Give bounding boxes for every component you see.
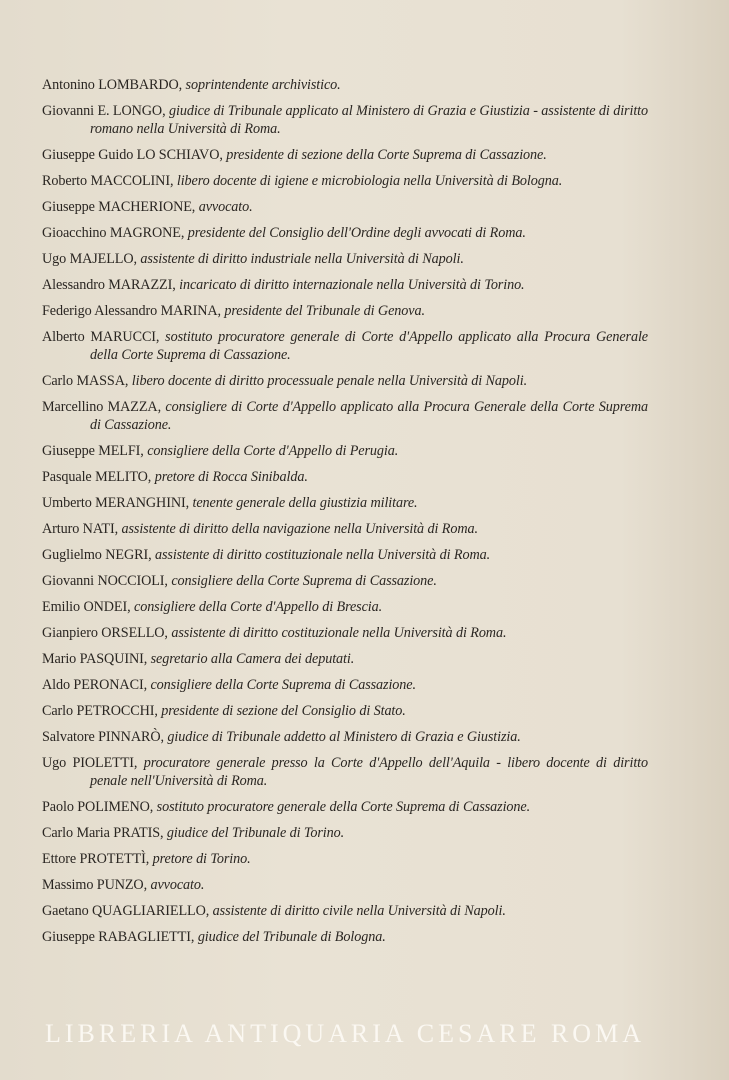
person-name: Ugo MAJELLO, bbox=[42, 251, 137, 267]
list-item bbox=[42, 876, 648, 894]
person-name: Carlo MASSA, bbox=[42, 373, 129, 389]
person-name: Giovanni E. LONGO, bbox=[42, 103, 166, 119]
list-item bbox=[42, 572, 648, 590]
person-role: consigliere della Corte Suprema di Cassazione. bbox=[150, 677, 416, 693]
person-role: sostituto procuratore generale della Corte Suprema di Cassazione. bbox=[156, 799, 531, 815]
person-role: avvocato. bbox=[150, 877, 205, 893]
list-item bbox=[42, 276, 648, 294]
person-name: Paolo POLIMENO, bbox=[42, 799, 154, 815]
person-name: Giuseppe MACHERIONE, bbox=[42, 199, 196, 215]
person-role: soprintendente archivistico. bbox=[185, 77, 341, 93]
person-name: Giuseppe Guido LO SCHIAVO, bbox=[42, 147, 223, 163]
list-item bbox=[42, 728, 648, 746]
person-role: consigliere della Corte d'Appello di Brescia. bbox=[134, 599, 383, 615]
person-role: segretario alla Camera dei deputati. bbox=[150, 651, 355, 667]
list-item bbox=[42, 850, 648, 868]
list-item bbox=[42, 302, 648, 320]
person-role: procuratore generale presso la Corte d'Appello dell'Aquila - libero docente di diritto penale nell'Università di Roma. bbox=[90, 755, 648, 789]
person-name: Roberto MACCOLINI, bbox=[42, 173, 174, 189]
person-name: Antonino LOMBARDO, bbox=[42, 77, 183, 93]
person-role: giudice del Tribunale di Bologna. bbox=[197, 929, 386, 945]
person-role: assistente di diritto costituzionale nella Università di Roma. bbox=[171, 625, 507, 641]
person-name: Gaetano QUAGLIARIELLO, bbox=[42, 903, 210, 919]
person-name: Massimo PUNZO, bbox=[42, 877, 148, 893]
person-role: tenente generale della giustizia militare. bbox=[192, 495, 418, 511]
person-name: Gioacchino MAGRONE, bbox=[42, 225, 185, 241]
person-name: Aldo PERONACI, bbox=[42, 677, 148, 693]
person-role: assistente di diritto industriale nella Università di Napoli. bbox=[140, 251, 464, 267]
person-name: Giuseppe RABAGLIETTI, bbox=[42, 929, 195, 945]
watermark: LIBRERIA ANTIQUARIA CESARE ROMA bbox=[45, 1019, 645, 1048]
person-role: assistente di diritto civile nella Università di Napoli. bbox=[212, 903, 506, 919]
list-item bbox=[42, 198, 648, 216]
list-item bbox=[42, 902, 648, 920]
person-role: pretore di Torino. bbox=[152, 851, 251, 867]
person-role: giudice del Tribunale di Torino. bbox=[166, 825, 345, 841]
list-item bbox=[42, 224, 648, 242]
list-item bbox=[42, 146, 648, 164]
person-role: avvocato. bbox=[198, 199, 253, 215]
person-name: Guglielmo NEGRI, bbox=[42, 547, 152, 563]
person-name: Marcellino MAZZA, bbox=[42, 399, 162, 415]
person-role: consigliere di Corte d'Appello applicato alla Procura Generale della Corte Suprema di Cassazione. bbox=[90, 399, 648, 433]
person-role: presidente di sezione della Corte Suprema di Cassazione. bbox=[226, 147, 547, 163]
list-item bbox=[42, 468, 648, 486]
person-role: pretore di Rocca Sinibalda. bbox=[154, 469, 308, 485]
person-name: Carlo Maria PRATIS, bbox=[42, 825, 164, 841]
list-item bbox=[42, 172, 648, 190]
person-role: giudice di Tribunale applicato al Ministero di Grazia e Giustizia - assistente di diritto romano nella Università di Roma. bbox=[90, 103, 648, 137]
person-name: Ugo PIOLETTI, bbox=[42, 755, 138, 771]
list-item bbox=[42, 546, 648, 564]
person-name: Giuseppe MELFI, bbox=[42, 443, 144, 459]
list-item bbox=[42, 676, 648, 694]
list-item bbox=[42, 520, 648, 538]
list-item bbox=[42, 494, 648, 512]
person-name: Emilio ONDEI, bbox=[42, 599, 131, 615]
person-role: assistente di diritto della navigazione nella Università di Roma. bbox=[121, 521, 478, 537]
person-role: assistente di diritto costituzionale nella Università di Roma. bbox=[154, 547, 491, 563]
person-name: Salvatore PINNARÒ, bbox=[42, 729, 164, 745]
person-name: Carlo PETROCCHI, bbox=[42, 703, 158, 719]
person-role: presidente di sezione del Consiglio di Stato. bbox=[161, 703, 406, 719]
list-item bbox=[42, 702, 648, 720]
list-item bbox=[42, 624, 648, 642]
member-list bbox=[42, 76, 648, 954]
list-item bbox=[42, 102, 648, 138]
list-item bbox=[42, 442, 648, 460]
list-item bbox=[42, 824, 648, 842]
person-name: Arturo NATI, bbox=[42, 521, 119, 537]
list-item bbox=[42, 398, 648, 434]
list-item bbox=[42, 798, 648, 816]
person-role: sostituto procuratore generale di Corte d'Appello applicato alla Procura Generale della Corte Suprema di Cassazione. bbox=[90, 329, 648, 363]
person-name: Alberto MARUCCI, bbox=[42, 329, 160, 345]
list-item bbox=[42, 250, 648, 268]
list-item bbox=[42, 650, 648, 668]
person-role: consigliere della Corte d'Appello di Perugia. bbox=[147, 443, 399, 459]
list-item bbox=[42, 76, 648, 94]
list-item bbox=[42, 372, 648, 390]
person-role: incaricato di diritto internazionale nella Università di Torino. bbox=[179, 277, 525, 293]
list-item bbox=[42, 328, 648, 364]
person-role: giudice di Tribunale addetto al Ministero di Grazia e Giustizia. bbox=[167, 729, 521, 745]
list-item bbox=[42, 928, 648, 946]
person-name: Ettore PROTETTÌ, bbox=[42, 851, 150, 867]
list-item bbox=[42, 598, 648, 616]
person-role: presidente del Tribunale di Genova. bbox=[224, 303, 425, 319]
person-role: libero docente di diritto processuale penale nella Università di Napoli. bbox=[131, 373, 528, 389]
list-item bbox=[42, 754, 648, 790]
person-name: Mario PASQUINI, bbox=[42, 651, 148, 667]
person-name: Gianpiero ORSELLO, bbox=[42, 625, 168, 641]
person-name: Umberto MERANGHINI, bbox=[42, 495, 190, 511]
person-name: Pasquale MELITO, bbox=[42, 469, 152, 485]
person-role: libero docente di igiene e microbiologia nella Università di Bologna. bbox=[176, 173, 563, 189]
person-name: Giovanni NOCCIOLI, bbox=[42, 573, 168, 589]
person-name: Alessandro MARAZZI, bbox=[42, 277, 176, 293]
person-role: presidente del Consiglio dell'Ordine degli avvocati di Roma. bbox=[187, 225, 526, 241]
person-role: consigliere della Corte Suprema di Cassazione. bbox=[171, 573, 437, 589]
person-name: Federigo Alessandro MARINA, bbox=[42, 303, 221, 319]
